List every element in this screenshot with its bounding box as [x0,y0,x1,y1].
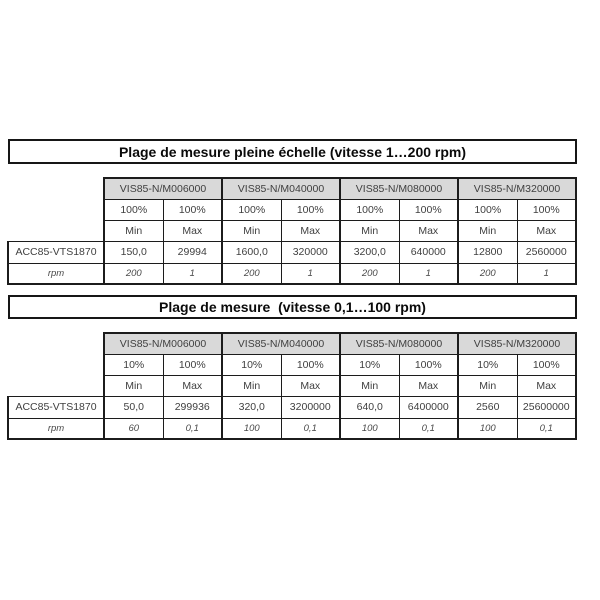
table-row [8,241,576,263]
value-cell: 25600000 [517,396,576,418]
percent-cell: 100% [399,199,458,220]
minmax-cell: Max [163,220,222,241]
minmax-cell: Max [281,220,340,241]
minmax-cell: Min [104,220,163,241]
percent-cell: 10% [222,354,281,375]
table-row [8,354,576,375]
value-cell: 29994 [163,241,222,263]
minmax-cell: Min [104,375,163,396]
percent-cell: 10% [340,354,399,375]
percent-cell: 100% [340,199,399,220]
corner-spacer [8,178,104,199]
rpm-cell: 1 [281,263,340,284]
rpm-cell: 0,1 [517,418,576,439]
unit-label: rpm [8,418,104,439]
value-cell: 320000 [281,241,340,263]
corner-spacer [8,199,104,220]
rpm-cell: 100 [458,418,517,439]
percent-cell: 100% [104,199,163,220]
rpm-cell: 0,1 [281,418,340,439]
minmax-cell: Max [399,375,458,396]
rpm-cell: 200 [458,263,517,284]
percent-cell: 10% [104,354,163,375]
column-group-header: VIS85-N/M006000 [104,333,222,354]
value-cell: 2560 [458,396,517,418]
minmax-cell: Min [458,375,517,396]
corner-spacer [8,220,104,241]
rpm-cell: 200 [340,263,399,284]
full-scale-title: Plage de mesure pleine échelle (vitesse 1…200 rpm) [118,143,467,160]
minmax-cell: Min [222,375,281,396]
rpm-cell: 1 [163,263,222,284]
table-row [8,396,576,418]
minmax-cell: Max [399,220,458,241]
percent-cell: 100% [222,199,281,220]
minmax-cell: Min [340,375,399,396]
value-cell: 3200000 [281,396,340,418]
column-group-header: VIS85-N/M040000 [222,333,340,354]
reduced-scale-title-frame [8,295,577,319]
full-scale-title-frame [8,139,577,164]
corner-spacer [8,375,104,396]
value-cell: 320,0 [222,396,281,418]
table-row [8,375,576,396]
table-row [8,418,576,439]
table-row [8,178,576,199]
minmax-cell: Max [163,375,222,396]
table-row [8,333,576,354]
percent-cell: 100% [458,199,517,220]
percent-cell: 100% [163,199,222,220]
value-cell: 1600,0 [222,241,281,263]
rpm-cell: 100 [222,418,281,439]
value-cell: 640000 [399,241,458,263]
minmax-cell: Max [281,375,340,396]
minmax-cell: Max [517,375,576,396]
value-cell: 2560000 [517,241,576,263]
percent-cell: 100% [399,354,458,375]
table-row [8,220,576,241]
column-group-header: VIS85-N/M080000 [340,333,458,354]
corner-spacer [8,354,104,375]
minmax-cell: Max [517,220,576,241]
percent-cell: 100% [517,354,576,375]
rpm-cell: 0,1 [163,418,222,439]
full-scale-measurement-table [7,177,577,285]
minmax-cell: Min [458,220,517,241]
minmax-cell: Min [340,220,399,241]
percent-cell: 100% [163,354,222,375]
column-group-header: VIS85-N/M320000 [458,178,576,199]
device-label: ACC85-VTS1870 [8,396,104,418]
rpm-cell: 60 [104,418,163,439]
column-group-header: VIS85-N/M320000 [458,333,576,354]
value-cell: 50,0 [104,396,163,418]
unit-label: rpm [8,263,104,284]
device-label: ACC85-VTS1870 [8,241,104,263]
column-group-header: VIS85-N/M080000 [340,178,458,199]
rpm-cell: 100 [340,418,399,439]
value-cell: 3200,0 [340,241,399,263]
rpm-cell: 0,1 [399,418,458,439]
value-cell: 640,0 [340,396,399,418]
table-row [8,263,576,284]
minmax-cell: Min [222,220,281,241]
percent-cell: 100% [281,354,340,375]
value-cell: 12800 [458,241,517,263]
percent-cell: 100% [281,199,340,220]
column-group-header: VIS85-N/M040000 [222,178,340,199]
reduced-scale-measurement-table [7,332,577,440]
rpm-cell: 1 [399,263,458,284]
percent-cell: 10% [458,354,517,375]
corner-spacer [8,333,104,354]
percent-cell: 100% [517,199,576,220]
reduced-scale-title: Plage de mesure (vitesse 0,1…100 rpm) [159,299,426,315]
column-group-header: VIS85-N/M006000 [104,178,222,199]
value-cell: 150,0 [104,241,163,263]
rpm-cell: 200 [104,263,163,284]
table-row [8,199,576,220]
rpm-cell: 1 [517,263,576,284]
value-cell: 6400000 [399,396,458,418]
value-cell: 299936 [163,396,222,418]
rpm-cell: 200 [222,263,281,284]
